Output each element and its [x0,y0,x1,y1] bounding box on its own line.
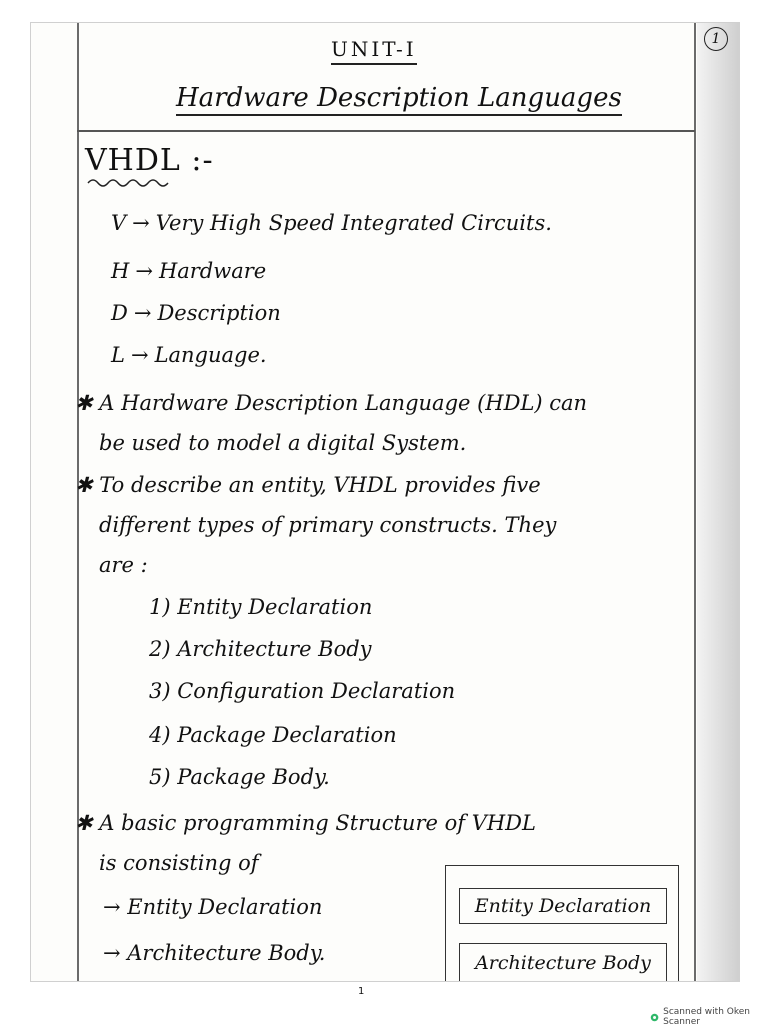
bullet2-line2: different types of primary constructs. They [99,513,557,537]
scanner-watermark [650,1007,768,1027]
page-title: Hardware Description Languages [176,83,622,116]
page-number-circle: 1 [704,27,728,51]
acronym-meaning: Hardware [158,259,267,283]
vhdl-heading: VHDL :- [85,143,214,178]
asterisk-bullet-icon: ✱ [75,391,93,415]
arrow-icon: → [132,211,150,235]
bullet2-line1: ✱ To describe an entity, VHDL provides five [75,473,541,497]
acronym-letter: L [111,343,125,367]
right-margin-line [694,23,696,981]
arrow-icon: → [130,343,149,367]
construct-item: 2) Architecture Body [149,637,372,661]
heading-squiggle-underline [86,177,176,189]
construct-item: 3) Configuration Declaration [149,679,456,703]
architecture-body-box: Architecture Body [459,943,667,982]
scanner-credit: Scanned with Oken Scanner [663,1007,750,1027]
asterisk-bullet-icon: ✱ [75,473,93,497]
acronym-v [111,211,552,235]
construct-item: 4) Package Declaration [149,723,397,747]
acronym-h [111,259,266,283]
bullet1-line1: ✱ A Hardware Description Language (HDL) can [75,391,588,415]
notebook-page [30,22,740,982]
header-rule [77,130,695,132]
construct-item: 1) Entity Declaration [149,595,373,619]
construct-item: 5) Package Body. [149,765,330,789]
page-edge-shadow [697,23,739,981]
bullet3-line2: is consisting of [99,851,259,875]
acronym-letter: H [111,259,130,283]
asterisk-bullet-icon: ✱ [75,811,93,835]
unit-label: UNIT-I [331,37,417,65]
acronym-meaning: Description [157,301,281,325]
scanner-logo-icon [650,1012,659,1023]
acronym-l [111,343,267,367]
acronym-meaning: Very High Speed Integrated Circuits. [155,211,552,235]
arrow-icon: → [135,259,153,283]
bullet2-line3: are : [99,553,148,577]
entity-declaration-box: Entity Declaration [459,888,667,924]
acronym-d [111,301,281,325]
acronym-meaning: Language. [154,343,267,367]
acronym-letter: D [111,301,128,325]
bullet3-line1: ✱ A basic programming Structure of VHDL [75,811,536,835]
left-margin-line [77,23,79,981]
bullet1-line2: be used to model a digital System. [99,431,467,455]
structure-item: → Entity Declaration [103,895,323,919]
footer-page-number: 1 [358,986,365,997]
structure-item: → Architecture Body. [103,941,326,965]
arrow-icon: → [133,301,152,325]
acronym-letter: V [111,211,127,235]
